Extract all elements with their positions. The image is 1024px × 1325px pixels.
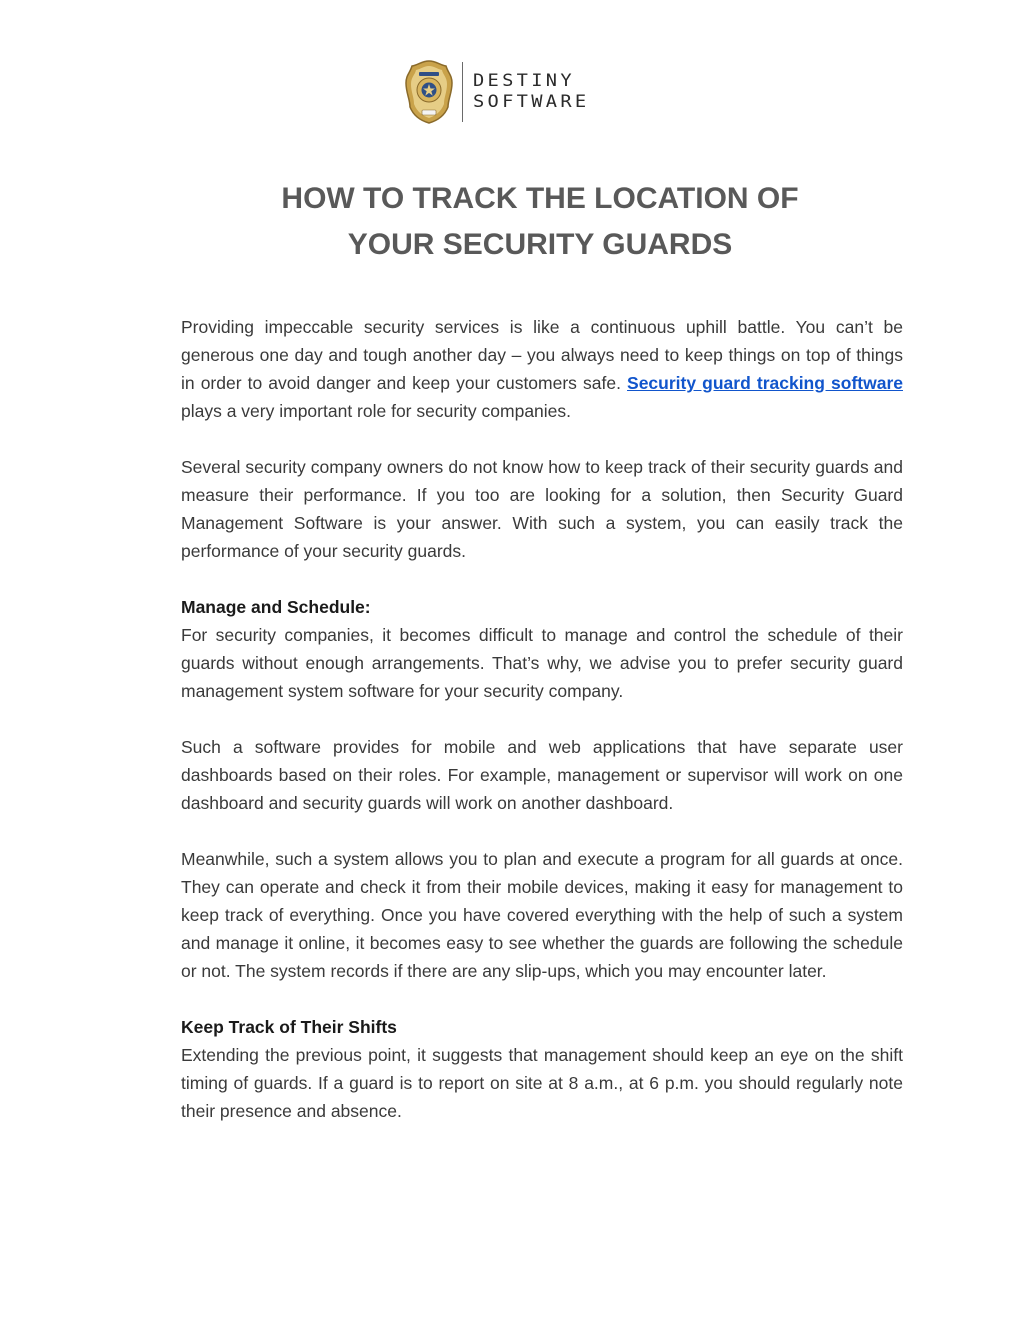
logo-divider	[462, 62, 463, 122]
paragraph-shifts: Extending the previous point, it suggests that management should keep an eye on the shift timing of guards. If a guard is to report on site at 8 a.m., at 6 p.m. you should regularly note their presence and absence.	[181, 1045, 903, 1121]
police-badge-icon	[404, 59, 454, 125]
intro-text-before: Providing impeccable security services is like a continuous uphill battle. You can’t be generous one day and tough another day – you always need to keep things on top of things in order to avoid danger and keep your customers safe.	[181, 317, 903, 393]
paragraph-meanwhile: Meanwhile, such a system allows you to plan and execute a program for all guards at once. They can operate and check it from their mobile devices, making it easy for management to keep track of everything. Once you have covered everything with the help of such a system and manage it online, it becomes easy to see whether the guards are following the schedule or not. The system records if there are any slip-ups, which you may encounter later.	[181, 849, 903, 981]
destiny-software-logo	[404, 58, 590, 126]
logo-line-2: SOFTWARE	[473, 92, 590, 112]
heading-manage-and-schedule: Manage and Schedule:	[181, 597, 371, 617]
paragraph-owners: Several security company owners do not know how to keep track of their security guards and measure their performance. If you too are looking for a solution, then Security Guard Management Software is your answer. With such a system, you can easily track the performance of your security guards.	[181, 457, 903, 561]
logo-wordmark	[473, 71, 590, 113]
paragraph-dashboards: Such a software provides for mobile and web applications that have separate user dashboards based on their roles. For example, management or supervisor will work on one dashboard and security guards will work on another dashboard.	[181, 737, 903, 813]
paragraph-manage: For security companies, it becomes difficult to manage and control the schedule of their guards without enough arrangements. That’s why, we advise you to prefer security guard management system software for your security company.	[181, 625, 903, 701]
logo-line-1: DESTINY	[473, 71, 575, 91]
title-line-2: YOUR SECURITY GUARDS	[347, 228, 733, 261]
article-body	[181, 313, 903, 1153]
title-line-1: HOW TO TRACK THE LOCATION OF	[281, 182, 799, 215]
paragraph-intro	[181, 313, 903, 425]
intro-text-after: plays a very important role for security companies.	[181, 401, 572, 421]
page-title	[0, 176, 1024, 268]
heading-keep-track-of-shifts: Keep Track of Their Shifts	[181, 1017, 397, 1037]
security-guard-tracking-software-link[interactable]: Security guard tracking software	[627, 373, 903, 393]
